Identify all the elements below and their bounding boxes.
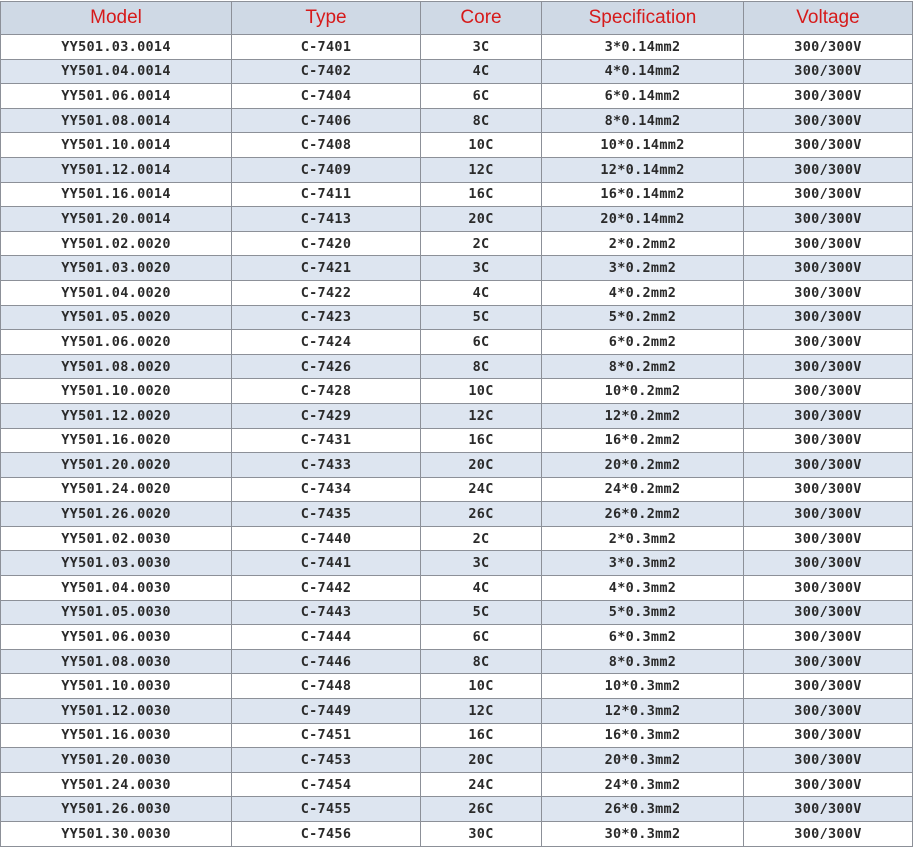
model-cell: YY501.03.0014 bbox=[1, 35, 232, 60]
table-row bbox=[1, 108, 913, 133]
column-header-voltage: Voltage bbox=[744, 2, 913, 35]
voltage-cell: 300/300V bbox=[744, 723, 913, 748]
table-row bbox=[1, 35, 913, 60]
voltage-cell: 300/300V bbox=[744, 379, 913, 404]
type-cell: C-7401 bbox=[232, 35, 421, 60]
core-cell: 8C bbox=[421, 649, 542, 674]
type-cell: C-7448 bbox=[232, 674, 421, 699]
table-row bbox=[1, 280, 913, 305]
voltage-cell: 300/300V bbox=[744, 502, 913, 527]
specification-cell: 10*0.14mm2 bbox=[542, 133, 744, 158]
type-cell: C-7429 bbox=[232, 403, 421, 428]
voltage-cell: 300/300V bbox=[744, 35, 913, 60]
voltage-cell: 300/300V bbox=[744, 453, 913, 478]
table-row bbox=[1, 600, 913, 625]
table-row bbox=[1, 256, 913, 281]
voltage-cell: 300/300V bbox=[744, 822, 913, 847]
model-cell: YY501.16.0020 bbox=[1, 428, 232, 453]
core-cell: 4C bbox=[421, 576, 542, 601]
voltage-cell: 300/300V bbox=[744, 256, 913, 281]
model-cell: YY501.04.0020 bbox=[1, 280, 232, 305]
header-row bbox=[1, 2, 913, 35]
model-cell: YY501.08.0030 bbox=[1, 649, 232, 674]
table-row bbox=[1, 576, 913, 601]
specification-cell: 24*0.2mm2 bbox=[542, 477, 744, 502]
core-cell: 12C bbox=[421, 699, 542, 724]
table-row bbox=[1, 797, 913, 822]
type-cell: C-7434 bbox=[232, 477, 421, 502]
specification-cell: 10*0.3mm2 bbox=[542, 674, 744, 699]
column-header-core: Core bbox=[421, 2, 542, 35]
voltage-cell: 300/300V bbox=[744, 84, 913, 109]
model-cell: YY501.06.0030 bbox=[1, 625, 232, 650]
voltage-cell: 300/300V bbox=[744, 108, 913, 133]
table-row bbox=[1, 477, 913, 502]
type-cell: C-7420 bbox=[232, 231, 421, 256]
model-cell: YY501.10.0014 bbox=[1, 133, 232, 158]
core-cell: 3C bbox=[421, 551, 542, 576]
table-row bbox=[1, 84, 913, 109]
specification-cell: 4*0.3mm2 bbox=[542, 576, 744, 601]
type-cell: C-7421 bbox=[232, 256, 421, 281]
model-cell: YY501.16.0030 bbox=[1, 723, 232, 748]
core-cell: 10C bbox=[421, 379, 542, 404]
core-cell: 16C bbox=[421, 182, 542, 207]
voltage-cell: 300/300V bbox=[744, 649, 913, 674]
column-header-specification: Specification bbox=[542, 2, 744, 35]
core-cell: 16C bbox=[421, 428, 542, 453]
table-row bbox=[1, 231, 913, 256]
type-cell: C-7409 bbox=[232, 157, 421, 182]
table-row bbox=[1, 453, 913, 478]
specification-cell: 3*0.2mm2 bbox=[542, 256, 744, 281]
type-cell: C-7431 bbox=[232, 428, 421, 453]
specification-cell: 20*0.2mm2 bbox=[542, 453, 744, 478]
model-cell: YY501.20.0030 bbox=[1, 748, 232, 773]
table-row bbox=[1, 551, 913, 576]
type-cell: C-7402 bbox=[232, 59, 421, 84]
type-cell: C-7422 bbox=[232, 280, 421, 305]
table-row bbox=[1, 157, 913, 182]
type-cell: C-7440 bbox=[232, 526, 421, 551]
column-header-model: Model bbox=[1, 2, 232, 35]
model-cell: YY501.30.0030 bbox=[1, 822, 232, 847]
table-body bbox=[1, 35, 913, 847]
table-row bbox=[1, 133, 913, 158]
model-cell: YY501.26.0020 bbox=[1, 502, 232, 527]
column-header-type: Type bbox=[232, 2, 421, 35]
table-row bbox=[1, 403, 913, 428]
voltage-cell: 300/300V bbox=[744, 748, 913, 773]
specification-cell: 6*0.2mm2 bbox=[542, 330, 744, 355]
specification-cell: 4*0.2mm2 bbox=[542, 280, 744, 305]
table-row bbox=[1, 379, 913, 404]
type-cell: C-7406 bbox=[232, 108, 421, 133]
voltage-cell: 300/300V bbox=[744, 699, 913, 724]
model-cell: YY501.10.0020 bbox=[1, 379, 232, 404]
type-cell: C-7413 bbox=[232, 207, 421, 232]
voltage-cell: 300/300V bbox=[744, 576, 913, 601]
table-row bbox=[1, 526, 913, 551]
core-cell: 5C bbox=[421, 600, 542, 625]
voltage-cell: 300/300V bbox=[744, 526, 913, 551]
table-row bbox=[1, 207, 913, 232]
type-cell: C-7441 bbox=[232, 551, 421, 576]
specification-cell: 12*0.2mm2 bbox=[542, 403, 744, 428]
core-cell: 2C bbox=[421, 231, 542, 256]
specification-cell: 4*0.14mm2 bbox=[542, 59, 744, 84]
type-cell: C-7404 bbox=[232, 84, 421, 109]
voltage-cell: 300/300V bbox=[744, 59, 913, 84]
table-header bbox=[1, 2, 913, 35]
voltage-cell: 300/300V bbox=[744, 477, 913, 502]
core-cell: 3C bbox=[421, 35, 542, 60]
core-cell: 24C bbox=[421, 477, 542, 502]
voltage-cell: 300/300V bbox=[744, 674, 913, 699]
table-row bbox=[1, 354, 913, 379]
core-cell: 26C bbox=[421, 502, 542, 527]
specification-cell: 16*0.3mm2 bbox=[542, 723, 744, 748]
model-cell: YY501.02.0030 bbox=[1, 526, 232, 551]
voltage-cell: 300/300V bbox=[744, 403, 913, 428]
type-cell: C-7428 bbox=[232, 379, 421, 404]
model-cell: YY501.12.0014 bbox=[1, 157, 232, 182]
voltage-cell: 300/300V bbox=[744, 797, 913, 822]
table-row bbox=[1, 649, 913, 674]
specification-cell: 2*0.2mm2 bbox=[542, 231, 744, 256]
model-cell: YY501.24.0030 bbox=[1, 772, 232, 797]
specification-cell: 20*0.3mm2 bbox=[542, 748, 744, 773]
specification-cell: 3*0.3mm2 bbox=[542, 551, 744, 576]
table-row bbox=[1, 428, 913, 453]
specification-cell: 26*0.3mm2 bbox=[542, 797, 744, 822]
cable-spec-table bbox=[0, 1, 913, 847]
specification-cell: 12*0.3mm2 bbox=[542, 699, 744, 724]
specification-cell: 16*0.14mm2 bbox=[542, 182, 744, 207]
model-cell: YY501.08.0020 bbox=[1, 354, 232, 379]
specification-cell: 5*0.2mm2 bbox=[542, 305, 744, 330]
model-cell: YY501.10.0030 bbox=[1, 674, 232, 699]
specification-cell: 8*0.14mm2 bbox=[542, 108, 744, 133]
type-cell: C-7408 bbox=[232, 133, 421, 158]
table-row bbox=[1, 502, 913, 527]
type-cell: C-7454 bbox=[232, 772, 421, 797]
specification-cell: 3*0.14mm2 bbox=[542, 35, 744, 60]
core-cell: 20C bbox=[421, 453, 542, 478]
model-cell: YY501.04.0030 bbox=[1, 576, 232, 601]
specification-cell: 20*0.14mm2 bbox=[542, 207, 744, 232]
model-cell: YY501.06.0014 bbox=[1, 84, 232, 109]
core-cell: 6C bbox=[421, 84, 542, 109]
specification-cell: 10*0.2mm2 bbox=[542, 379, 744, 404]
table-row bbox=[1, 674, 913, 699]
voltage-cell: 300/300V bbox=[744, 207, 913, 232]
table-row bbox=[1, 305, 913, 330]
type-cell: C-7435 bbox=[232, 502, 421, 527]
model-cell: YY501.24.0020 bbox=[1, 477, 232, 502]
model-cell: YY501.03.0020 bbox=[1, 256, 232, 281]
voltage-cell: 300/300V bbox=[744, 625, 913, 650]
core-cell: 16C bbox=[421, 723, 542, 748]
model-cell: YY501.05.0020 bbox=[1, 305, 232, 330]
voltage-cell: 300/300V bbox=[744, 600, 913, 625]
type-cell: C-7451 bbox=[232, 723, 421, 748]
core-cell: 2C bbox=[421, 526, 542, 551]
model-cell: YY501.12.0020 bbox=[1, 403, 232, 428]
model-cell: YY501.20.0020 bbox=[1, 453, 232, 478]
model-cell: YY501.26.0030 bbox=[1, 797, 232, 822]
type-cell: C-7449 bbox=[232, 699, 421, 724]
specification-cell: 26*0.2mm2 bbox=[542, 502, 744, 527]
model-cell: YY501.02.0020 bbox=[1, 231, 232, 256]
core-cell: 4C bbox=[421, 280, 542, 305]
model-cell: YY501.12.0030 bbox=[1, 699, 232, 724]
specification-cell: 8*0.3mm2 bbox=[542, 649, 744, 674]
specification-cell: 30*0.3mm2 bbox=[542, 822, 744, 847]
table-row bbox=[1, 625, 913, 650]
core-cell: 4C bbox=[421, 59, 542, 84]
type-cell: C-7433 bbox=[232, 453, 421, 478]
table-row bbox=[1, 723, 913, 748]
specification-cell: 6*0.14mm2 bbox=[542, 84, 744, 109]
type-cell: C-7456 bbox=[232, 822, 421, 847]
core-cell: 10C bbox=[421, 133, 542, 158]
voltage-cell: 300/300V bbox=[744, 551, 913, 576]
table-row bbox=[1, 822, 913, 847]
table-row bbox=[1, 59, 913, 84]
model-cell: YY501.20.0014 bbox=[1, 207, 232, 232]
core-cell: 8C bbox=[421, 108, 542, 133]
specification-cell: 5*0.3mm2 bbox=[542, 600, 744, 625]
core-cell: 20C bbox=[421, 748, 542, 773]
type-cell: C-7411 bbox=[232, 182, 421, 207]
type-cell: C-7446 bbox=[232, 649, 421, 674]
model-cell: YY501.08.0014 bbox=[1, 108, 232, 133]
type-cell: C-7424 bbox=[232, 330, 421, 355]
voltage-cell: 300/300V bbox=[744, 330, 913, 355]
specification-cell: 24*0.3mm2 bbox=[542, 772, 744, 797]
specification-cell: 8*0.2mm2 bbox=[542, 354, 744, 379]
voltage-cell: 300/300V bbox=[744, 182, 913, 207]
voltage-cell: 300/300V bbox=[744, 305, 913, 330]
core-cell: 6C bbox=[421, 330, 542, 355]
specification-cell: 2*0.3mm2 bbox=[542, 526, 744, 551]
table-row bbox=[1, 330, 913, 355]
core-cell: 8C bbox=[421, 354, 542, 379]
type-cell: C-7455 bbox=[232, 797, 421, 822]
type-cell: C-7426 bbox=[232, 354, 421, 379]
voltage-cell: 300/300V bbox=[744, 772, 913, 797]
voltage-cell: 300/300V bbox=[744, 280, 913, 305]
core-cell: 20C bbox=[421, 207, 542, 232]
voltage-cell: 300/300V bbox=[744, 133, 913, 158]
core-cell: 30C bbox=[421, 822, 542, 847]
voltage-cell: 300/300V bbox=[744, 428, 913, 453]
table-row bbox=[1, 182, 913, 207]
type-cell: C-7443 bbox=[232, 600, 421, 625]
model-cell: YY501.16.0014 bbox=[1, 182, 232, 207]
voltage-cell: 300/300V bbox=[744, 231, 913, 256]
core-cell: 26C bbox=[421, 797, 542, 822]
specification-cell: 16*0.2mm2 bbox=[542, 428, 744, 453]
model-cell: YY501.05.0030 bbox=[1, 600, 232, 625]
core-cell: 12C bbox=[421, 157, 542, 182]
type-cell: C-7444 bbox=[232, 625, 421, 650]
table-row bbox=[1, 699, 913, 724]
model-cell: YY501.06.0020 bbox=[1, 330, 232, 355]
core-cell: 24C bbox=[421, 772, 542, 797]
core-cell: 12C bbox=[421, 403, 542, 428]
type-cell: C-7423 bbox=[232, 305, 421, 330]
core-cell: 10C bbox=[421, 674, 542, 699]
core-cell: 6C bbox=[421, 625, 542, 650]
model-cell: YY501.03.0030 bbox=[1, 551, 232, 576]
core-cell: 5C bbox=[421, 305, 542, 330]
core-cell: 3C bbox=[421, 256, 542, 281]
model-cell: YY501.04.0014 bbox=[1, 59, 232, 84]
type-cell: C-7453 bbox=[232, 748, 421, 773]
voltage-cell: 300/300V bbox=[744, 354, 913, 379]
specification-cell: 6*0.3mm2 bbox=[542, 625, 744, 650]
table-row bbox=[1, 772, 913, 797]
voltage-cell: 300/300V bbox=[744, 157, 913, 182]
table-row bbox=[1, 748, 913, 773]
type-cell: C-7442 bbox=[232, 576, 421, 601]
specification-cell: 12*0.14mm2 bbox=[542, 157, 744, 182]
